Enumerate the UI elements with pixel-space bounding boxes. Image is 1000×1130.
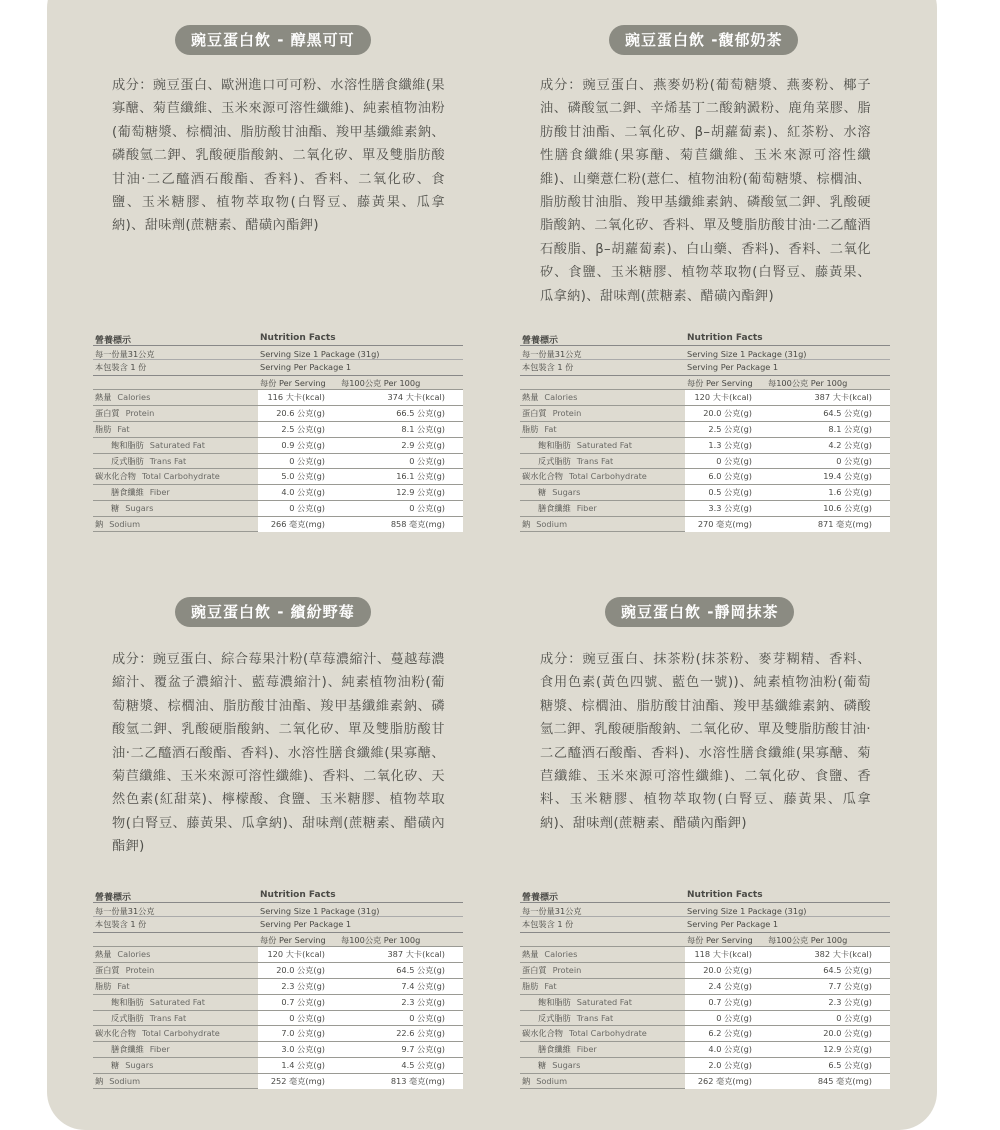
nutrient-row [93, 500, 463, 516]
nutrient-label [111, 440, 205, 451]
ingredients-text: 成分：豌豆蛋白、綜合莓果汁粉(草莓濃縮汁、蔓越莓濃縮汁、覆盆子濃縮汁、藍莓濃縮汁)、純素植物油粉(葡萄糖漿、棕櫚油、脂肪酸甘油酯、羧甲基纖維素鈉、磷酸氫二鉀、乳酸硬脂酸鈉、二氧化矽、單及雙脂肪酸甘油‧二乙醯酒石酸酯、香料)、水溶性膳食纖維(果寡醣、菊苣纖維、玉米來源可溶性纖維)、香料、二氧化矽、天然色素(紅甜菜)、檸檬酸、食鹽、玉米糖膠、植物萃取物(白腎豆、藤黃果、瓜拿納)、甜味劑(蔗糖素、醋磺內酯鉀) [112, 652, 445, 855]
nutrient-label [522, 408, 581, 419]
nutrition-title-en: Nutrition Facts [260, 333, 336, 343]
product-title: 豌豆蛋白飲 -靜岡抹茶 [605, 597, 794, 627]
value-per-100g: 813 毫克(mg) [390, 1076, 445, 1087]
nutrient-name-zh: 碳水化合物 [95, 1028, 136, 1039]
nutrient-row [520, 484, 890, 500]
value-per-serving: 6.0 公克(g) [708, 471, 752, 482]
nutrient-name-zh: 反式脂肪 [111, 1012, 144, 1023]
servings-per-package-zh: 本包裝含 1 份 [522, 362, 574, 372]
value-per-serving: 0.7 公克(g) [281, 996, 325, 1007]
nutrient-row [93, 1010, 463, 1026]
nutrient-name-zh: 膳食纖維 [111, 1044, 144, 1055]
value-per-100g: 387 大卡(kcal) [814, 392, 872, 402]
nutrient-row [93, 453, 463, 469]
nutrient-row [520, 516, 890, 532]
value-per-serving: 262 毫克(mg) [697, 1076, 752, 1087]
nutrient-row [93, 946, 463, 962]
servings-per-package-en: Serving Per Package 1 [687, 362, 779, 372]
value-per-100g: 871 毫克(mg) [817, 519, 872, 530]
nutrient-label [522, 392, 577, 403]
nutrient-name-zh: 反式脂肪 [538, 455, 571, 466]
column-header-per-100g: 每100公克 Per 100g [768, 378, 848, 388]
column-header-per-serving: 每份 Per Serving [687, 378, 753, 388]
column-header-row [520, 932, 890, 946]
product-title: 豌豆蛋白飲 -馥郁奶茶 [609, 25, 798, 55]
value-per-100g: 4.2 公克(g) [828, 439, 872, 450]
nutrient-name-zh: 飽和脂肪 [111, 996, 144, 1007]
value-per-100g: 382 大卡(kcal) [814, 949, 872, 959]
nutrient-name-en: Protein [125, 407, 155, 418]
nutrient-label [538, 503, 597, 514]
nutrient-name-en: Calories [117, 392, 151, 402]
nutrient-label [522, 519, 567, 530]
servings-per-package-zh: 本包裝含 1 份 [522, 919, 574, 929]
column-header-row [93, 932, 463, 946]
nutrient-name-zh: 糖 [111, 503, 120, 514]
nutrient-label [538, 456, 613, 467]
value-per-serving: 2.5 公克(g) [708, 423, 752, 434]
nutrient-rows [520, 946, 890, 1089]
nutrient-name-zh: 糖 [111, 1060, 120, 1071]
column-header-row [93, 375, 463, 389]
value-per-100g: 2.3 公克(g) [828, 996, 872, 1007]
nutrient-name-zh: 脂肪 [95, 423, 112, 434]
value-per-100g: 16.1 公克(g) [396, 471, 445, 482]
divider [93, 916, 463, 917]
nutrient-row [520, 453, 890, 469]
servings-per-package-en: Serving Per Package 1 [687, 919, 779, 929]
nutrient-row [520, 421, 890, 437]
nutrient-name-en: Fiber [576, 503, 597, 514]
nutrient-row [93, 421, 463, 437]
ingredients-text: 成分：豌豆蛋白、抹茶粉(抹茶粉、麥芽糊精、香料、食用色素(黃色四號、藍色一號))、純素植物油粉(葡萄糖漿、棕櫚油、脂肪酸甘油酯、羧甲基纖維素鈉、磷酸氫二鉀、乳酸硬脂酸鈉、二氧化矽、單及雙脂肪酸甘油‧二乙醯酒石酸酯、香料)、水溶性膳食纖維(果寡醣、菊苣纖維、玉米來源可溶性纖維)、二氧化矽、食鹽、香料、玉米糖膠、植物萃取物(白腎豆、藤黃果、瓜拿納)、甜味劑(蔗糖素、醋磺內酯鉀) [540, 652, 871, 831]
nutrient-name-en: Sugars [125, 503, 154, 514]
nutrient-label [95, 965, 154, 976]
value-per-100g: 4.5 公克(g) [401, 1060, 445, 1071]
nutrient-name-zh: 蛋白質 [95, 964, 120, 975]
value-per-serving: 4.0 公克(g) [281, 487, 325, 498]
value-per-serving: 20.0 公克(g) [703, 964, 752, 975]
value-per-100g: 64.5 公克(g) [823, 407, 872, 418]
value-per-serving: 266 毫克(mg) [270, 519, 325, 530]
value-per-serving: 3.0 公克(g) [281, 1044, 325, 1055]
nutrient-name-en: Protein [125, 964, 155, 975]
value-per-serving: 2.5 公克(g) [281, 423, 325, 434]
serving-size-en: Serving Size 1 Package (31g) [687, 349, 807, 359]
nutrition-title-zh: 營養標示 [522, 893, 559, 903]
column-header-per-serving: 每份 Per Serving [260, 378, 326, 388]
nutrient-name-zh: 飽和脂肪 [111, 439, 144, 450]
nutrient-label [95, 1076, 140, 1087]
value-per-100g: 1.6 公克(g) [828, 487, 872, 498]
nutrient-name-en: Trans Fat [576, 455, 614, 466]
serving-size-zh: 每一份量31公克 [522, 349, 582, 359]
nutrient-row [93, 1041, 463, 1057]
nutrient-row [520, 389, 890, 405]
nutrient-name-zh: 熱量 [522, 949, 539, 959]
column-header-row [520, 375, 890, 389]
nutrient-row [93, 468, 463, 484]
nutrient-name-en: Total Carbohydrate [141, 471, 220, 482]
divider [93, 345, 463, 346]
value-per-serving: 270 毫克(mg) [697, 519, 752, 530]
value-per-serving: 118 大卡(kcal) [694, 949, 752, 959]
nutrient-name-en: Trans Fat [576, 1012, 614, 1023]
value-per-100g: 12.9 公克(g) [396, 487, 445, 498]
value-per-100g: 858 毫克(mg) [390, 519, 445, 530]
serving-size-en: Serving Size 1 Package (31g) [260, 349, 380, 359]
nutrient-label [95, 981, 130, 992]
nutrient-name-zh: 熱量 [522, 392, 539, 402]
nutrient-label [95, 392, 150, 403]
nutrient-name-zh: 膳食纖維 [538, 1044, 571, 1055]
servings-per-package-en: Serving Per Package 1 [260, 919, 352, 929]
nutrient-name-zh: 脂肪 [522, 980, 539, 991]
ingredients-text: 成分：豌豆蛋白、歐洲進口可可粉、水溶性膳食纖維(果寡醣、菊苣纖維、玉米來源可溶性纖維)、純素植物油粉(葡萄糖漿、棕櫚油、脂肪酸甘油酯、羧甲基纖維素鈉、磷酸氫二鉀、乳酸硬脂酸鈉、二氧化矽、單及雙脂肪酸甘油‧二乙醯酒石酸酯、香料)、香料、二氧化矽、食鹽、玉米糖膠、植物萃取物(白腎豆、藤黃果、瓜拿納)、甜味劑(蔗糖素、醋磺內酯鉀) [112, 78, 445, 234]
value-per-100g: 0 公克(g) [409, 1012, 445, 1023]
nutrient-label [522, 1028, 647, 1039]
value-per-100g: 19.4 公克(g) [823, 471, 872, 482]
nutrition-title-en: Nutrition Facts [687, 890, 763, 900]
nutrient-name-en: Trans Fat [149, 455, 187, 466]
nutrient-name-en: Sodium [536, 519, 568, 530]
nutrient-name-en: Fat [544, 980, 557, 991]
nutrient-name-en: Trans Fat [149, 1012, 187, 1023]
value-per-100g: 387 大卡(kcal) [387, 949, 445, 959]
value-per-serving: 0 公克(g) [289, 455, 325, 466]
value-per-100g: 64.5 公克(g) [823, 964, 872, 975]
nutrient-name-en: Saturated Fat [149, 996, 205, 1007]
nutrient-row [93, 1025, 463, 1041]
nutrient-label [111, 997, 205, 1008]
nutrient-name-zh: 蛋白質 [522, 407, 547, 418]
nutrient-row [93, 516, 463, 532]
column-header-per-serving: 每份 Per Serving [260, 935, 326, 945]
value-per-serving: 5.0 公克(g) [281, 471, 325, 482]
nutrient-name-zh: 鈉 [95, 519, 104, 530]
divider [520, 902, 890, 903]
value-per-serving: 0 公克(g) [289, 503, 325, 514]
nutrient-label [111, 1013, 186, 1024]
nutrient-rows [93, 389, 463, 532]
nutrient-name-zh: 膳食纖維 [111, 487, 144, 498]
nutrient-name-zh: 熱量 [95, 949, 112, 959]
nutrient-name-zh: 反式脂肪 [111, 455, 144, 466]
nutrient-name-zh: 飽和脂肪 [538, 439, 571, 450]
nutrient-row [93, 437, 463, 453]
nutrient-row [520, 1041, 890, 1057]
value-per-100g: 374 大卡(kcal) [387, 392, 445, 402]
nutrient-name-zh: 脂肪 [95, 980, 112, 991]
value-per-100g: 8.1 公克(g) [828, 423, 872, 434]
value-per-100g: 9.7 公克(g) [401, 1044, 445, 1055]
nutrient-row [520, 437, 890, 453]
nutrient-name-en: Sodium [536, 1076, 568, 1087]
value-per-serving: 3.3 公克(g) [708, 503, 752, 514]
nutrient-name-en: Sugars [125, 1060, 154, 1071]
nutrient-label [522, 949, 577, 960]
value-per-serving: 120 大卡(kcal) [694, 392, 752, 402]
nutrient-label [538, 997, 632, 1008]
nutrient-label [111, 487, 170, 498]
value-per-serving: 1.3 公克(g) [708, 439, 752, 450]
nutrient-label [95, 408, 154, 419]
nutrient-name-zh: 鈉 [522, 1076, 531, 1087]
nutrition-header [93, 332, 463, 374]
value-per-100g: 7.7 公克(g) [828, 980, 872, 991]
nutrient-label [111, 456, 186, 467]
nutrient-name-zh: 碳水化合物 [95, 471, 136, 482]
nutrient-label [538, 440, 632, 451]
nutrient-name-en: Fat [117, 423, 130, 434]
value-per-100g: 0 公克(g) [836, 1012, 872, 1023]
divider [520, 359, 890, 360]
value-per-serving: 2.4 公克(g) [708, 980, 752, 991]
product-title: 豌豆蛋白飲 - 繽紛野莓 [175, 597, 371, 627]
nutrient-label [522, 1076, 567, 1087]
value-per-serving: 120 大卡(kcal) [267, 949, 325, 959]
serving-size-zh: 每一份量31公克 [522, 906, 582, 916]
nutrition-title-zh: 營養標示 [95, 893, 132, 903]
value-per-100g: 10.6 公克(g) [823, 503, 872, 514]
value-per-100g: 0 公克(g) [836, 455, 872, 466]
nutrient-name-en: Total Carbohydrate [568, 1028, 647, 1039]
ingredients-text: 成分：豌豆蛋白、燕麥奶粉(葡萄糖漿、燕麥粉、椰子油、磷酸氫二鉀、辛烯基丁二酸鈉澱粉、鹿角菜膠、脂肪酸甘油酯、二氧化矽、β–胡蘿蔔素)、紅茶粉、水溶性膳食纖維(果寡醣、菊苣纖維、玉米來源可溶性纖維)、山藥薏仁粉(薏仁、植物油粉(葡萄糖漿、棕櫚油、脂肪酸甘油脂、羧甲基纖維素鈉、磷酸氫二鉀、乳酸硬脂酸鈉、二氧化矽、香料、單及雙脂肪酸甘油‧二乙醯酒石酸脂、β–胡蘿蔔素)、白山藥、香料)、香料、二氧化矽、食鹽、玉米糖膠、植物萃取物(白腎豆、藤黃果、瓜拿納)、甜味劑(蔗糖素、醋磺內酯鉀) [540, 78, 871, 304]
value-per-100g: 0 公克(g) [409, 503, 445, 514]
nutrient-name-zh: 鈉 [95, 1076, 104, 1087]
value-per-serving: 0.7 公克(g) [708, 996, 752, 1007]
nutrient-name-en: Total Carbohydrate [568, 471, 647, 482]
nutrient-name-en: Sodium [109, 519, 141, 530]
serving-size-en: Serving Size 1 Package (31g) [687, 906, 807, 916]
nutrient-row [520, 978, 890, 994]
nutrient-label [111, 1060, 153, 1071]
value-per-100g: 0 公克(g) [409, 455, 445, 466]
nutrient-row [520, 946, 890, 962]
nutrient-row [93, 1057, 463, 1073]
servings-per-package-zh: 本包裝含 1 份 [95, 919, 147, 929]
nutrient-label [95, 1028, 220, 1039]
nutrient-row [520, 468, 890, 484]
value-per-serving: 2.3 公克(g) [281, 980, 325, 991]
nutrient-name-zh: 飽和脂肪 [538, 996, 571, 1007]
nutrient-row [520, 962, 890, 978]
value-per-100g: 22.6 公克(g) [396, 1028, 445, 1039]
value-per-100g: 64.5 公克(g) [396, 964, 445, 975]
nutrient-name-zh: 蛋白質 [95, 407, 120, 418]
nutrient-row [93, 978, 463, 994]
divider [93, 359, 463, 360]
nutrient-label [538, 487, 580, 498]
value-per-serving: 2.0 公克(g) [708, 1060, 752, 1071]
value-per-serving: 7.0 公克(g) [281, 1028, 325, 1039]
nutrient-name-en: Sugars [552, 1060, 581, 1071]
nutrient-label [538, 1013, 613, 1024]
nutrient-row [93, 962, 463, 978]
serving-size-zh: 每一份量31公克 [95, 906, 155, 916]
nutrient-row [93, 484, 463, 500]
nutrient-label [538, 1060, 580, 1071]
nutrition-header [520, 332, 890, 374]
nutrient-name-en: Calories [117, 949, 151, 959]
nutrient-row [520, 500, 890, 516]
nutrient-row [520, 1010, 890, 1026]
nutrient-name-en: Protein [552, 407, 582, 418]
nutrient-rows [520, 389, 890, 532]
value-per-100g: 12.9 公克(g) [823, 1044, 872, 1055]
nutrient-name-en: Calories [544, 949, 578, 959]
nutrient-name-zh: 碳水化合物 [522, 1028, 563, 1039]
value-per-100g: 845 毫克(mg) [817, 1076, 872, 1087]
nutrient-label [111, 1044, 170, 1055]
nutrient-name-en: Calories [544, 392, 578, 402]
nutrient-label [522, 471, 647, 482]
nutrient-rows [93, 946, 463, 1089]
nutrient-name-zh: 碳水化合物 [522, 471, 563, 482]
value-per-serving: 20.0 公克(g) [276, 964, 325, 975]
nutrient-name-en: Protein [552, 964, 582, 975]
nutrient-label [95, 519, 140, 530]
value-per-100g: 8.1 公克(g) [401, 423, 445, 434]
nutrient-name-en: Total Carbohydrate [141, 1028, 220, 1039]
value-per-100g: 66.5 公克(g) [396, 407, 445, 418]
nutrient-name-en: Fiber [149, 1044, 170, 1055]
value-per-serving: 116 大卡(kcal) [267, 392, 325, 402]
nutrient-row [520, 1073, 890, 1089]
nutrient-label [95, 471, 220, 482]
nutrient-label [95, 424, 130, 435]
value-per-serving: 0.9 公克(g) [281, 439, 325, 450]
nutrient-row [93, 405, 463, 421]
value-per-serving: 0.5 公克(g) [708, 487, 752, 498]
column-header-per-100g: 每100公克 Per 100g [341, 378, 421, 388]
nutrient-name-en: Sugars [552, 487, 581, 498]
value-per-serving: 20.6 公克(g) [276, 407, 325, 418]
nutrient-row [520, 1025, 890, 1041]
nutrient-name-zh: 蛋白質 [522, 964, 547, 975]
nutrient-name-en: Saturated Fat [576, 996, 632, 1007]
column-header-per-serving: 每份 Per Serving [687, 935, 753, 945]
column-header-per-100g: 每100公克 Per 100g [341, 935, 421, 945]
value-per-100g: 6.5 公克(g) [828, 1060, 872, 1071]
serving-size-en: Serving Size 1 Package (31g) [260, 906, 380, 916]
value-per-serving: 0 公克(g) [716, 1012, 752, 1023]
value-per-serving: 20.0 公克(g) [703, 407, 752, 418]
nutrient-row [520, 405, 890, 421]
nutrient-name-en: Saturated Fat [149, 439, 205, 450]
value-per-serving: 1.4 公克(g) [281, 1060, 325, 1071]
divider [520, 916, 890, 917]
value-per-serving: 0 公克(g) [289, 1012, 325, 1023]
value-per-100g: 20.0 公克(g) [823, 1028, 872, 1039]
nutrient-row [93, 994, 463, 1010]
nutrient-name-zh: 膳食纖維 [538, 503, 571, 514]
value-per-serving: 0 公克(g) [716, 455, 752, 466]
value-per-serving: 4.0 公克(g) [708, 1044, 752, 1055]
nutrient-name-en: Fiber [149, 487, 170, 498]
nutrient-name-en: Fiber [576, 1044, 597, 1055]
nutrient-label [95, 949, 150, 960]
nutrient-row [520, 994, 890, 1010]
nutrient-name-en: Saturated Fat [576, 439, 632, 450]
nutrient-name-en: Fat [117, 980, 130, 991]
servings-per-package-zh: 本包裝含 1 份 [95, 362, 147, 372]
nutrient-label [522, 981, 557, 992]
nutrient-label [522, 424, 557, 435]
nutrient-name-zh: 熱量 [95, 392, 112, 402]
value-per-100g: 2.9 公克(g) [401, 439, 445, 450]
column-header-per-100g: 每100公克 Per 100g [768, 935, 848, 945]
nutrition-header [93, 889, 463, 931]
value-per-100g: 2.3 公克(g) [401, 996, 445, 1007]
divider [520, 345, 890, 346]
nutrient-row [93, 389, 463, 405]
nutrient-name-en: Sodium [109, 1076, 141, 1087]
nutrient-name-zh: 脂肪 [522, 423, 539, 434]
nutrient-label [522, 965, 581, 976]
nutrient-name-zh: 糖 [538, 1060, 547, 1071]
nutrient-label [111, 503, 153, 514]
nutrient-name-zh: 糖 [538, 487, 547, 498]
product-title: 豌豆蛋白飲 - 醇黑可可 [175, 25, 371, 55]
value-per-serving: 6.2 公克(g) [708, 1028, 752, 1039]
nutrient-row [520, 1057, 890, 1073]
nutrition-title-zh: 營養標示 [95, 336, 132, 346]
serving-size-zh: 每一份量31公克 [95, 349, 155, 359]
value-per-serving: 252 毫克(mg) [270, 1076, 325, 1087]
servings-per-package-en: Serving Per Package 1 [260, 362, 352, 372]
nutrition-header [520, 889, 890, 931]
nutrient-name-zh: 反式脂肪 [538, 1012, 571, 1023]
nutrient-row [93, 1073, 463, 1089]
nutrient-name-en: Fat [544, 423, 557, 434]
nutrient-label [538, 1044, 597, 1055]
nutrient-name-zh: 鈉 [522, 519, 531, 530]
nutrition-title-zh: 營養標示 [522, 336, 559, 346]
value-per-100g: 7.4 公克(g) [401, 980, 445, 991]
nutrition-title-en: Nutrition Facts [687, 333, 763, 343]
divider [93, 902, 463, 903]
nutrition-title-en: Nutrition Facts [260, 890, 336, 900]
